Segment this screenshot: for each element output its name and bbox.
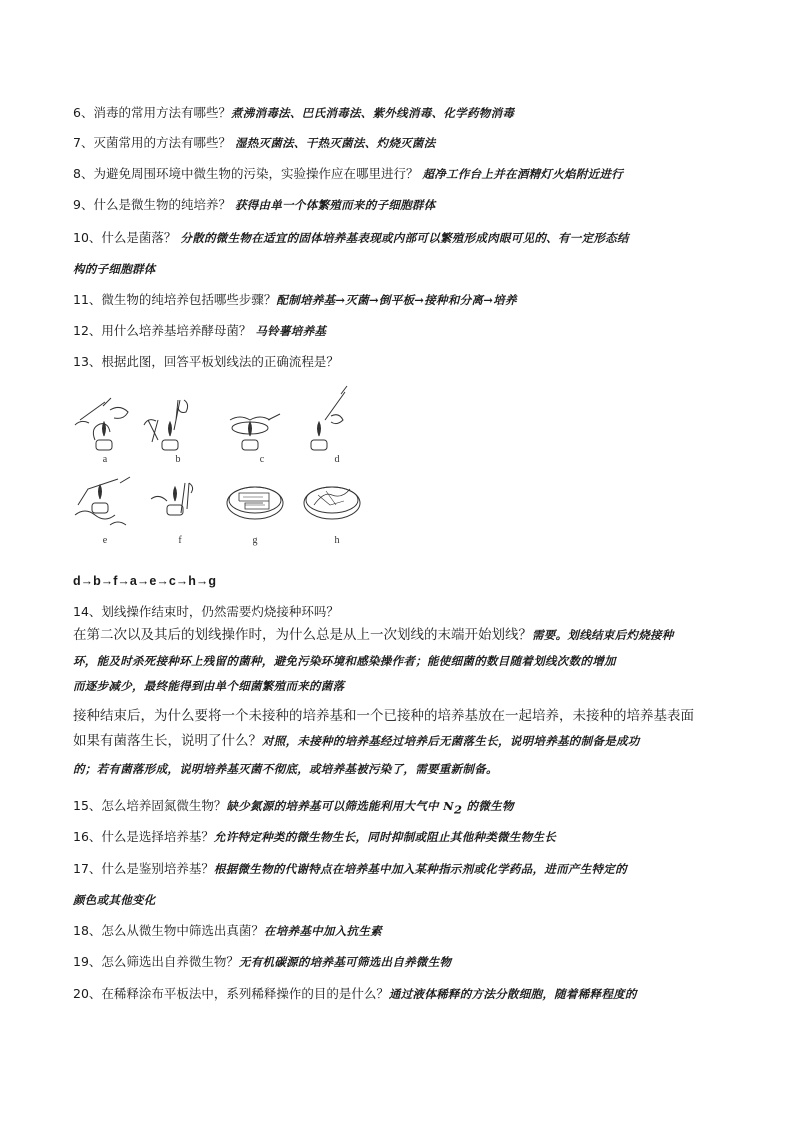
question-9: 9、什么是微生物的纯培养？ 获得由单一个体繁殖而来的子细胞群体 (73, 197, 436, 212)
streak-plate-figure (70, 380, 370, 570)
question-12: 12、用什么培养基培养酵母菌？ 马铃薯培养基 (73, 323, 327, 338)
question-13: 13、根据此图，回答平板划线法的正确流程是？ (73, 354, 339, 369)
question-16: 16、什么是选择培养基？允许特定种类的微生物生长，同时抑制或阻止其他种类微生物生长 (73, 829, 557, 844)
question-20: 20、在稀释涂布平板法中，系列稀释操作的目的是什么？通过液体稀释的方法分散细胞，随着稀释程度的 (73, 986, 637, 1001)
fig-label-h: h (334, 535, 340, 546)
streak-plate-illustration (70, 380, 370, 570)
fig-label-c: c (259, 454, 265, 465)
question-10-cont: 构的子细胞群体 (73, 262, 156, 276)
question-17-cont: 颜色或其他变化 (73, 893, 156, 907)
question-14-sub2-cont1: 如果有菌落生长，说明了什么？对照，未接种的培养基经过培养后无菌落生长，说明培养基的制备是成功 (73, 733, 640, 749)
question-14-sub2-cont2: 的；若有菌落形成，说明培养基灭菌不彻底，或培养基被污染了，需要重新制备。 (73, 762, 498, 776)
fig-label-a: a (102, 454, 108, 465)
step-h-drawing (304, 487, 360, 519)
question-13-answer: d→b→f→a→e→c→h→g (73, 574, 217, 588)
step-g-drawing (227, 487, 283, 519)
step-a-drawing (75, 398, 128, 450)
step-e-drawing (75, 477, 130, 525)
question-19: 19、怎么筛选出自养微生物？无有机碳源的培养基可筛选出自养微生物 (73, 954, 452, 969)
question-14-sub1-cont1: 环，能及时杀死接种环上残留的菌种，避免污染环境和感染操作者；能使细菌的数目随着划线次数的增加 (73, 654, 616, 668)
fig-label-b: b (175, 454, 181, 465)
question-11: 11、微生物的纯培养包括哪些步骤？配制培养基→灭菌→倒平板→接种和分离→培养 (73, 292, 517, 307)
question-18: 18、怎么从微生物中筛选出真菌？在培养基中加入抗生素 (73, 923, 382, 938)
step-c-drawing (230, 414, 280, 450)
step-b-drawing (144, 400, 188, 450)
question-14-sub2: 接种结束后，为什么要将一个未接种的培养基和一个已接种的培养基放在一起培养，未接种的培养基表面 (73, 708, 694, 724)
fig-label-e: e (102, 535, 108, 546)
question-15: 15、怎么培养固氮微生物？缺少氮源的培养基可以筛选能利用大气中 $N_2$ 的微生物 (73, 798, 514, 817)
fig-label-f: f (178, 535, 182, 546)
question-14: 14、划线操作结束时，仍然需要灼烧接种环吗？ (73, 604, 339, 619)
question-6: 6、消毒的常用方法有哪些？煮沸消毒法、巴氏消毒法、紫外线消毒、化学药物消毒 (73, 105, 515, 120)
question-14-sub1-cont2: 而逐步减少，最终能得到由单个细菌繁殖而来的菌落 (73, 679, 345, 693)
fig-label-d: d (334, 454, 340, 465)
question-10: 10、什么是菌落？ 分散的微生物在适宜的固体培养基表现或内部可以繁殖形成肉眼可见的、有一定形态结 (73, 230, 629, 245)
question-17: 17、什么是鉴别培养基？根据微生物的代谢特点在培养基中加入某种指示剂或化学药品，进而产生特定的 (73, 861, 627, 876)
step-f-drawing (151, 483, 193, 515)
question-8: 8、为避免周围环境中微生物的污染，实验操作应在哪里进行？ 超净工作台上并在酒精灯火焰附近进行 (73, 166, 624, 181)
question-14-sub1: 在第二次以及其后的划线操作时，为什么总是从上一次划线的末端开始划线？需要。划线结束后灼烧接种 (73, 627, 674, 643)
step-d-drawing (311, 386, 347, 450)
question-7: 7、灭菌常用的方法有哪些？ 湿热灭菌法、干热灭菌法、灼烧灭菌法 (73, 135, 436, 150)
fig-label-g: g (252, 535, 258, 546)
